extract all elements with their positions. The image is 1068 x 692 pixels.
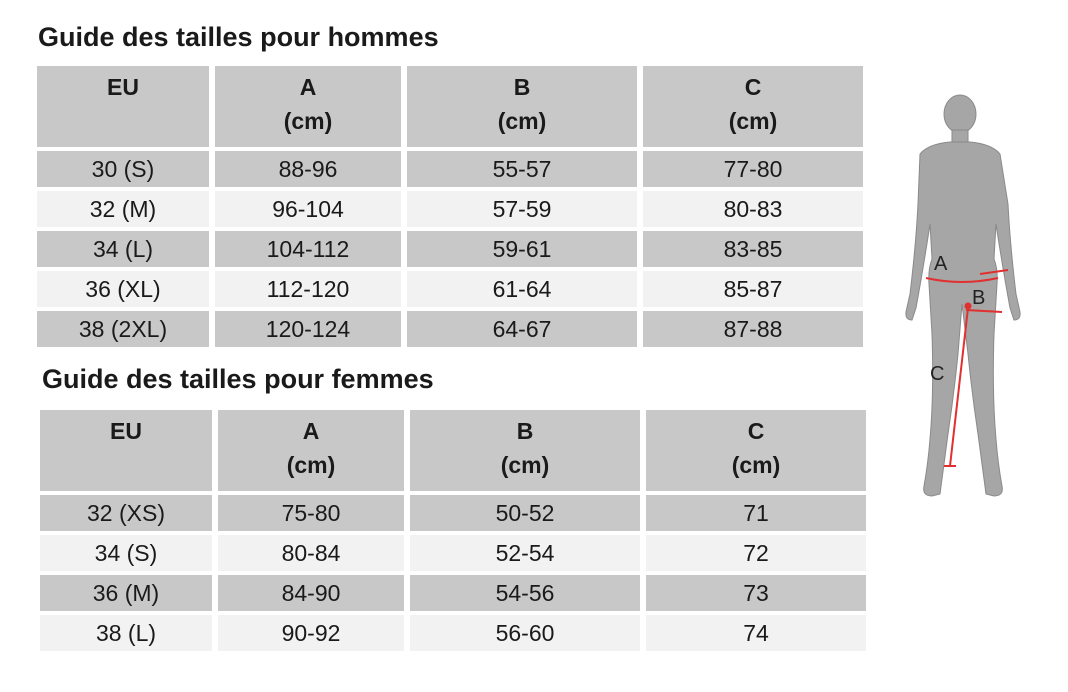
body-measurement-figure: [898, 94, 1033, 506]
cell-a: 112-120: [215, 271, 401, 307]
cell-eu: 34 (L): [37, 231, 209, 267]
cell-eu: 36 (XL): [37, 271, 209, 307]
table-row: [40, 575, 866, 611]
cell-c: 80-83: [643, 191, 863, 227]
table-row: [37, 191, 863, 227]
cell-eu: 38 (2XL): [37, 311, 209, 347]
cell-c: 77-80: [643, 151, 863, 187]
header-a: A (cm): [218, 410, 404, 491]
cell-a: 96-104: [215, 191, 401, 227]
body-silhouette-icon: [906, 95, 1020, 496]
cell-b: 50-52: [410, 495, 640, 531]
header-c: C (cm): [643, 66, 863, 147]
women-title: Guide des tailles pour femmes: [42, 364, 434, 394]
cell-a: 84-90: [218, 575, 404, 611]
label-b: B: [972, 287, 986, 309]
table-row: [40, 615, 866, 651]
women-size-table: [34, 406, 872, 655]
header-a: A (cm): [215, 66, 401, 147]
header-eu: EU: [40, 410, 212, 491]
cell-b: 64-67: [407, 311, 637, 347]
cell-eu: 32 (M): [37, 191, 209, 227]
cell-eu: 30 (S): [37, 151, 209, 187]
cell-eu: 38 (L): [40, 615, 212, 651]
men-size-table: [31, 62, 869, 351]
table-row: [37, 271, 863, 307]
table-row: [37, 231, 863, 267]
cell-c: 71: [646, 495, 866, 531]
cell-c: 74: [646, 615, 866, 651]
cell-b: 52-54: [410, 535, 640, 571]
header-c: C (cm): [646, 410, 866, 491]
cell-a: 104-112: [215, 231, 401, 267]
cell-c: 73: [646, 575, 866, 611]
cell-a: 88-96: [215, 151, 401, 187]
header-b: B (cm): [410, 410, 640, 491]
label-a: A: [934, 253, 948, 275]
cell-c: 83-85: [643, 231, 863, 267]
cell-a: 80-84: [218, 535, 404, 571]
table-row: [40, 535, 866, 571]
cell-b: 54-56: [410, 575, 640, 611]
cell-c: 87-88: [643, 311, 863, 347]
cell-c: 72: [646, 535, 866, 571]
cell-eu: 34 (S): [40, 535, 212, 571]
cell-a: 120-124: [215, 311, 401, 347]
table-row: [40, 495, 866, 531]
cell-eu: 32 (XS): [40, 495, 212, 531]
cell-c: 85-87: [643, 271, 863, 307]
label-c: C: [930, 363, 945, 385]
cell-b: 56-60: [410, 615, 640, 651]
cell-b: 57-59: [407, 191, 637, 227]
measure-b-point: [965, 303, 972, 310]
cell-b: 61-64: [407, 271, 637, 307]
header-b: B (cm): [407, 66, 637, 147]
header-eu: EU: [37, 66, 209, 147]
table-row: [37, 151, 863, 187]
cell-a: 75-80: [218, 495, 404, 531]
men-title: Guide des tailles pour hommes: [38, 22, 439, 52]
table-row: [37, 311, 863, 347]
cell-a: 90-92: [218, 615, 404, 651]
cell-b: 55-57: [407, 151, 637, 187]
cell-eu: 36 (M): [40, 575, 212, 611]
cell-b: 59-61: [407, 231, 637, 267]
